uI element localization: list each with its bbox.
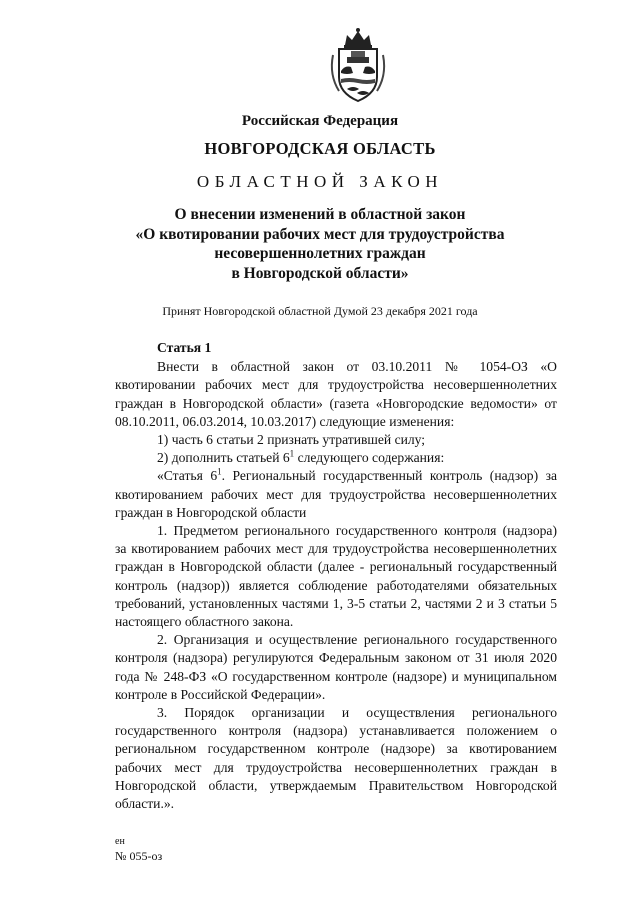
superscript: 1 bbox=[217, 466, 222, 477]
amendment-item-2-text: 2) дополнить статьей 6 bbox=[157, 450, 290, 466]
paragraph-2: 2. Организация и осуществление регионального государственного контроля (надзора) регулируются Федеральным законом от 31 июля 2020 года № 248-ФЗ «О государственном контроле (надзоре) и муниципальном контроле в Российской Федерации». bbox=[115, 632, 557, 702]
region-heading: НОВГОРОДСКАЯ ОБЛАСТЬ bbox=[204, 139, 436, 158]
document-type-heading: ОБЛАСТНОЙ ЗАКОН bbox=[196, 172, 444, 191]
amendment-item-1: 1) часть 6 статьи 2 признать утратившей силу; bbox=[157, 432, 426, 448]
footer-initials: ен bbox=[115, 836, 125, 847]
law-title-line: «О квотировании рабочих мест для трудоустройства bbox=[135, 225, 505, 243]
adoption-note: Принят Новгородской областной Думой 23 декабря 2021 года bbox=[162, 304, 478, 318]
new-article-title-text: . Региональный государственный контроль (надзор) за квотированием рабочих мест для трудоустройства несовершеннолетних граждан в Новгородской области bbox=[115, 468, 557, 520]
amendment-item-2 bbox=[115, 449, 557, 467]
law-number: № 055-оз bbox=[115, 849, 163, 863]
country-heading: Российская Федерация bbox=[241, 113, 399, 129]
article-intro: Внести в областной закон от 03.10.2011 № 1054-ОЗ «О квотировании рабочих мест для трудоустройства несовершеннолетних граждан в Новгородской области» (газета «Новгородские ведомости» от 08.10.2011, 06.03.2014, 10.03.2017) следующие изменения: bbox=[115, 359, 557, 429]
novgorod-coat-of-arms-icon bbox=[327, 25, 389, 105]
law-title-line: О внесении изменений в областной закон bbox=[174, 206, 466, 223]
law-body bbox=[115, 339, 557, 813]
law-title-line: несовершеннолетних граждан bbox=[214, 245, 426, 262]
new-article-title bbox=[115, 467, 557, 522]
law-title-line: в Новгородской области» bbox=[231, 264, 409, 282]
superscript: 1 bbox=[289, 448, 295, 459]
paragraph-3: 3. Порядок организации и осуществления регионального государственного контроля (надзора) устанавливается положением о региональном государственном контроле (надзоре) за квотированием рабочих мест для трудоустройства несовершеннолетних граждан в Новгородской области, утверждаемым Правительством Новгородской области.». bbox=[115, 705, 557, 812]
law-title bbox=[0, 205, 640, 283]
article-heading: Статья 1 bbox=[157, 340, 212, 355]
document-footer bbox=[115, 835, 162, 863]
new-article-title-text: «Статья 6 bbox=[157, 468, 218, 484]
amendment-item-2-text: следующего содержания: bbox=[294, 450, 445, 466]
paragraph-1: 1. Предметом регионального государственного контроля (надзора) за квотированием рабочих мест для трудоустройства несовершеннолетних граждан в Новгородской области (далее - региональный государственный контроль (надзор)) является соблюдение работодателями обязательных требований, установленных частями 1, 3-5 статьи 2, частями 2 и 3 статьи 5 настоящего областного закона. bbox=[115, 523, 557, 630]
